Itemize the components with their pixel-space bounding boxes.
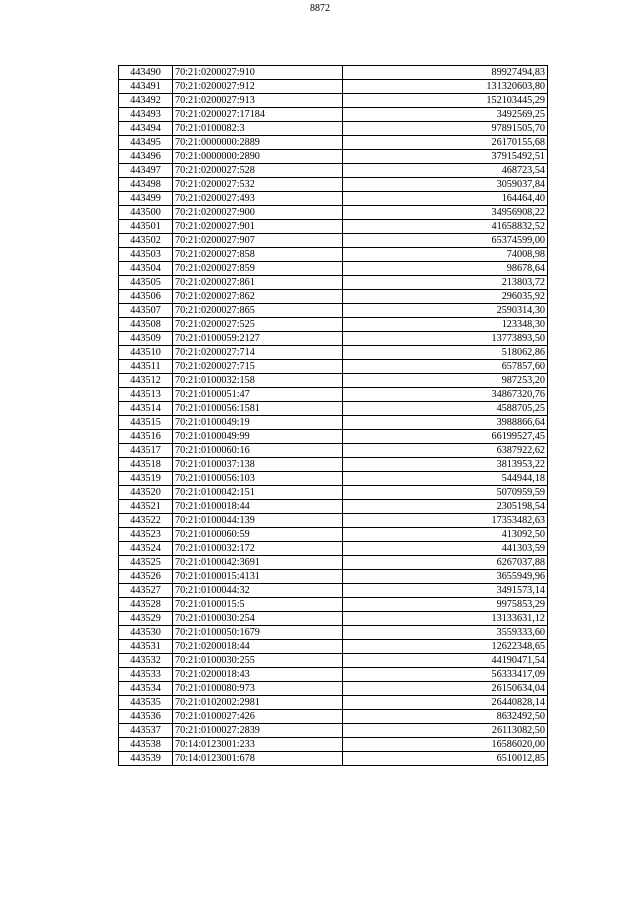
cadastral-number: 70:21:0100051:47 (173, 388, 343, 402)
cadastral-number: 70:21:0200027:907 (173, 234, 343, 248)
row-number: 443496 (119, 150, 173, 164)
cadastral-number: 70:21:0200027:900 (173, 206, 343, 220)
cadastral-number: 70:21:0000000:2889 (173, 136, 343, 150)
table-row (119, 318, 548, 332)
row-number: 443535 (119, 696, 173, 710)
cadastral-number: 70:21:0200027:910 (173, 66, 343, 80)
cadastral-number: 70:21:0100037:138 (173, 458, 343, 472)
table-row (119, 388, 548, 402)
row-number: 443518 (119, 458, 173, 472)
cadastral-number: 70:21:0100059:2127 (173, 332, 343, 346)
table-row (119, 220, 548, 234)
cadastral-number: 70:21:0200027:861 (173, 276, 343, 290)
table-row (119, 206, 548, 220)
cadastral-number: 70:21:0100030:254 (173, 612, 343, 626)
cadastral-value: 468723,54 (343, 164, 548, 178)
cadastral-number: 70:21:0100042:151 (173, 486, 343, 500)
cadastral-value: 3655949,96 (343, 570, 548, 584)
table-row (119, 710, 548, 724)
registry-table-body (119, 66, 548, 766)
table-row (119, 430, 548, 444)
cadastral-value: 13773893,50 (343, 332, 548, 346)
row-number: 443521 (119, 500, 173, 514)
row-number: 443520 (119, 486, 173, 500)
cadastral-value: 65374599,00 (343, 234, 548, 248)
cadastral-value: 544944,18 (343, 472, 548, 486)
cadastral-value: 3559333,60 (343, 626, 548, 640)
table-row (119, 234, 548, 248)
table-row (119, 150, 548, 164)
cadastral-value: 37915492,51 (343, 150, 548, 164)
cadastral-number: 70:14:0123001:233 (173, 738, 343, 752)
table-row (119, 304, 548, 318)
cadastral-value: 98678,64 (343, 262, 548, 276)
cadastral-value: 3492569,25 (343, 108, 548, 122)
table-row (119, 192, 548, 206)
cadastral-value: 518062,86 (343, 346, 548, 360)
row-number: 443495 (119, 136, 173, 150)
row-number: 443528 (119, 598, 173, 612)
cadastral-number: 70:21:0100044:32 (173, 584, 343, 598)
row-number: 443515 (119, 416, 173, 430)
row-number: 443498 (119, 178, 173, 192)
row-number: 443510 (119, 346, 173, 360)
table-row (119, 66, 548, 80)
registry-table (118, 65, 548, 766)
table-row (119, 248, 548, 262)
row-number: 443529 (119, 612, 173, 626)
cadastral-number: 70:21:0200027:858 (173, 248, 343, 262)
table-row (119, 752, 548, 766)
row-number: 443538 (119, 738, 173, 752)
row-number: 443497 (119, 164, 173, 178)
row-number: 443494 (119, 122, 173, 136)
cadastral-value: 123348,30 (343, 318, 548, 332)
table-row (119, 668, 548, 682)
cadastral-number: 70:21:0100027:2839 (173, 724, 343, 738)
cadastral-number: 70:21:0200027:17184 (173, 108, 343, 122)
row-number: 443499 (119, 192, 173, 206)
row-number: 443534 (119, 682, 173, 696)
table-row (119, 164, 548, 178)
row-number: 443512 (119, 374, 173, 388)
cadastral-value: 44190471,54 (343, 654, 548, 668)
table-row (119, 598, 548, 612)
table-row (119, 416, 548, 430)
row-number: 443490 (119, 66, 173, 80)
row-number: 443525 (119, 556, 173, 570)
cadastral-value: 26170155,68 (343, 136, 548, 150)
cadastral-value: 16586020,00 (343, 738, 548, 752)
cadastral-value: 34956908,22 (343, 206, 548, 220)
table-row (119, 640, 548, 654)
table-row (119, 262, 548, 276)
cadastral-value: 26150634,04 (343, 682, 548, 696)
row-number: 443501 (119, 220, 173, 234)
table-row (119, 178, 548, 192)
row-number: 443493 (119, 108, 173, 122)
table-row (119, 374, 548, 388)
cadastral-number: 70:21:0100082:3 (173, 122, 343, 136)
cadastral-number: 70:21:0100080:973 (173, 682, 343, 696)
row-number: 443505 (119, 276, 173, 290)
cadastral-number: 70:21:0200027:859 (173, 262, 343, 276)
table-row (119, 346, 548, 360)
cadastral-value: 34867320,76 (343, 388, 548, 402)
cadastral-value: 26113082,50 (343, 724, 548, 738)
row-number: 443509 (119, 332, 173, 346)
cadastral-number: 70:21:0200027:532 (173, 178, 343, 192)
table-row (119, 528, 548, 542)
row-number: 443527 (119, 584, 173, 598)
table-row (119, 136, 548, 150)
table-row (119, 542, 548, 556)
table-row (119, 458, 548, 472)
cadastral-value: 12622348,65 (343, 640, 548, 654)
table-row (119, 486, 548, 500)
cadastral-value: 5070959,59 (343, 486, 548, 500)
table-row (119, 738, 548, 752)
cadastral-value: 3813953,22 (343, 458, 548, 472)
table-row (119, 724, 548, 738)
row-number: 443531 (119, 640, 173, 654)
cadastral-value: 6267037,88 (343, 556, 548, 570)
row-number: 443517 (119, 444, 173, 458)
cadastral-number: 70:21:0102002:2981 (173, 696, 343, 710)
cadastral-number: 70:21:0100056:103 (173, 472, 343, 486)
table-row (119, 696, 548, 710)
cadastral-number: 70:21:0100056:1581 (173, 402, 343, 416)
cadastral-number: 70:21:0200018:44 (173, 640, 343, 654)
cadastral-value: 74008,98 (343, 248, 548, 262)
cadastral-value: 8632492,50 (343, 710, 548, 724)
cadastral-number: 70:21:0200027:865 (173, 304, 343, 318)
page-number: 8872 (310, 3, 330, 14)
table-row (119, 360, 548, 374)
row-number: 443506 (119, 290, 173, 304)
row-number: 443537 (119, 724, 173, 738)
row-number: 443530 (119, 626, 173, 640)
cadastral-value: 97891505,70 (343, 122, 548, 136)
row-number: 443508 (119, 318, 173, 332)
row-number: 443492 (119, 94, 173, 108)
cadastral-number: 70:14:0123001:678 (173, 752, 343, 766)
cadastral-value: 657857,60 (343, 360, 548, 374)
table-row (119, 556, 548, 570)
table-row (119, 290, 548, 304)
row-number: 443539 (119, 752, 173, 766)
cadastral-value: 131320603,80 (343, 80, 548, 94)
cadastral-number: 70:21:0200027:528 (173, 164, 343, 178)
table-row (119, 654, 548, 668)
cadastral-value: 2590314,30 (343, 304, 548, 318)
cadastral-value: 26440828,14 (343, 696, 548, 710)
table-row (119, 276, 548, 290)
cadastral-number: 70:21:0100049:99 (173, 430, 343, 444)
cadastral-number: 70:21:0100027:426 (173, 710, 343, 724)
table-row (119, 570, 548, 584)
table-row (119, 402, 548, 416)
table-row (119, 682, 548, 696)
cadastral-value: 3059037,84 (343, 178, 548, 192)
row-number: 443536 (119, 710, 173, 724)
cadastral-number: 70:21:0200018:43 (173, 668, 343, 682)
row-number: 443500 (119, 206, 173, 220)
table-row (119, 584, 548, 598)
table-row (119, 444, 548, 458)
table-row (119, 94, 548, 108)
cadastral-number: 70:21:0200027:525 (173, 318, 343, 332)
cadastral-value: 164464,40 (343, 192, 548, 206)
cadastral-value: 41658832,52 (343, 220, 548, 234)
cadastral-number: 70:21:0100018:44 (173, 500, 343, 514)
row-number: 443514 (119, 402, 173, 416)
cadastral-value: 13133631,12 (343, 612, 548, 626)
cadastral-value: 4588705,25 (343, 402, 548, 416)
row-number: 443522 (119, 514, 173, 528)
cadastral-value: 3988866,64 (343, 416, 548, 430)
cadastral-number: 70:21:0200027:912 (173, 80, 343, 94)
cadastral-number: 70:21:0100030:255 (173, 654, 343, 668)
cadastral-value: 66199527,45 (343, 430, 548, 444)
cadastral-value: 413092,50 (343, 528, 548, 542)
cadastral-number: 70:21:0200027:901 (173, 220, 343, 234)
cadastral-number: 70:21:0100032:158 (173, 374, 343, 388)
cadastral-number: 70:21:0100015:4131 (173, 570, 343, 584)
cadastral-number: 70:21:0100032:172 (173, 542, 343, 556)
table-row (119, 122, 548, 136)
row-number: 443516 (119, 430, 173, 444)
table-row (119, 108, 548, 122)
cadastral-number: 70:21:0100042:3691 (173, 556, 343, 570)
cadastral-number: 70:21:0100050:1679 (173, 626, 343, 640)
cadastral-number: 70:21:0200027:714 (173, 346, 343, 360)
cadastral-value: 3491573,14 (343, 584, 548, 598)
cadastral-number: 70:21:0200027:862 (173, 290, 343, 304)
row-number: 443502 (119, 234, 173, 248)
row-number: 443519 (119, 472, 173, 486)
row-number: 443526 (119, 570, 173, 584)
cadastral-value: 152103445,29 (343, 94, 548, 108)
row-number: 443491 (119, 80, 173, 94)
table-row (119, 472, 548, 486)
cadastral-number: 70:21:0000000:2890 (173, 150, 343, 164)
row-number: 443523 (119, 528, 173, 542)
table-row (119, 514, 548, 528)
row-number: 443513 (119, 388, 173, 402)
cadastral-number: 70:21:0100015:5 (173, 598, 343, 612)
row-number: 443511 (119, 360, 173, 374)
cadastral-value: 17353482,63 (343, 514, 548, 528)
cadastral-value: 2305198,54 (343, 500, 548, 514)
table-row (119, 612, 548, 626)
cadastral-number: 70:21:0100044:139 (173, 514, 343, 528)
cadastral-number: 70:21:0200027:913 (173, 94, 343, 108)
row-number: 443507 (119, 304, 173, 318)
cadastral-number: 70:21:0100049:19 (173, 416, 343, 430)
cadastral-value: 441303,59 (343, 542, 548, 556)
cadastral-value: 6387922,62 (343, 444, 548, 458)
row-number: 443533 (119, 668, 173, 682)
row-number: 443504 (119, 262, 173, 276)
cadastral-number: 70:21:0100060:59 (173, 528, 343, 542)
table-row (119, 80, 548, 94)
row-number: 443532 (119, 654, 173, 668)
cadastral-value: 213803,72 (343, 276, 548, 290)
cadastral-value: 6510012,85 (343, 752, 548, 766)
table-row (119, 626, 548, 640)
cadastral-value: 56333417,09 (343, 668, 548, 682)
row-number: 443503 (119, 248, 173, 262)
cadastral-value: 9975853,29 (343, 598, 548, 612)
table-row (119, 500, 548, 514)
cadastral-value: 987253,20 (343, 374, 548, 388)
cadastral-number: 70:21:0200027:715 (173, 360, 343, 374)
cadastral-number: 70:21:0200027:493 (173, 192, 343, 206)
cadastral-value: 89927494,83 (343, 66, 548, 80)
cadastral-number: 70:21:0100060:16 (173, 444, 343, 458)
cadastral-value: 296035,92 (343, 290, 548, 304)
table-row (119, 332, 548, 346)
row-number: 443524 (119, 542, 173, 556)
